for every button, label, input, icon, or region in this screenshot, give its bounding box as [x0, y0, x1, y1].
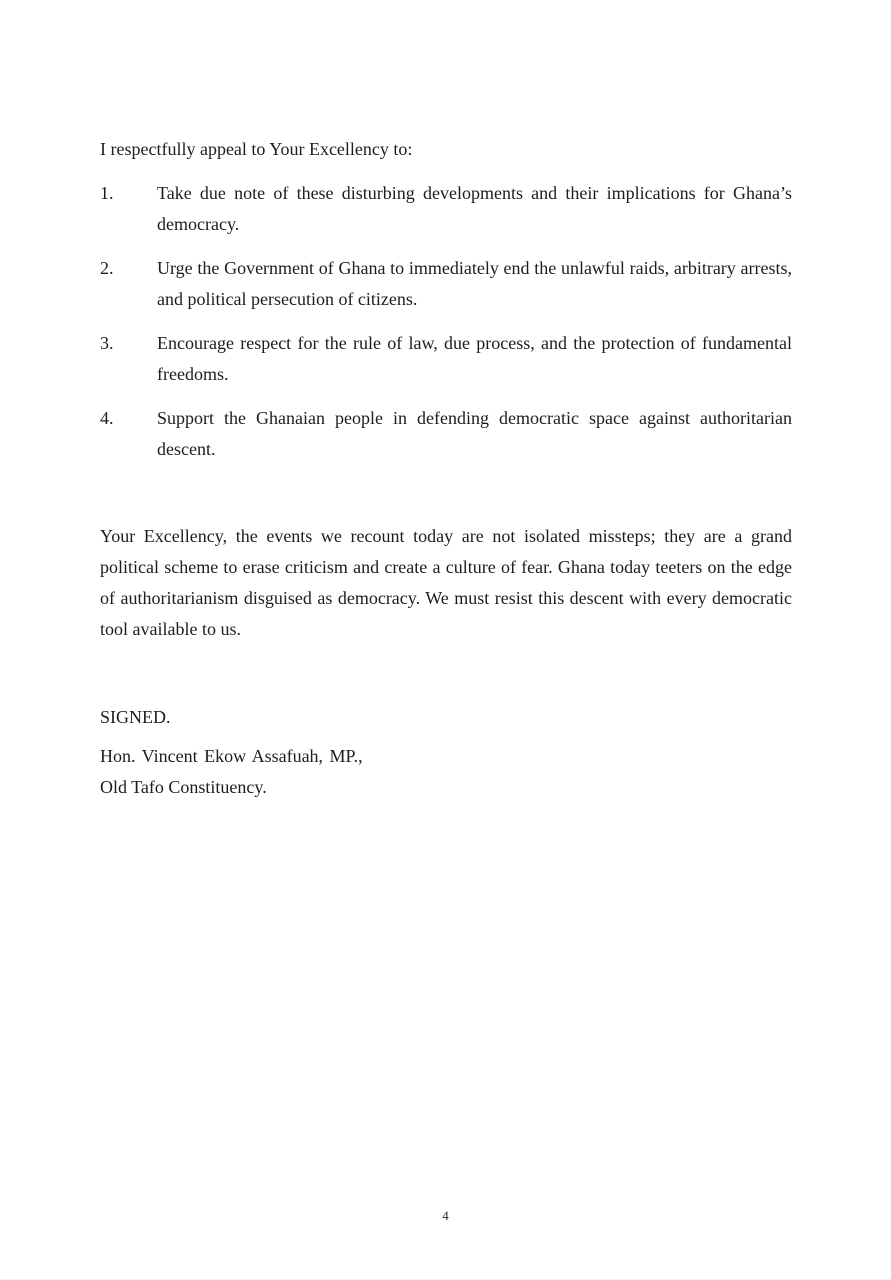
appeal-list-item-2	[100, 253, 792, 315]
appeal-item-number: 3.	[100, 333, 114, 353]
appeal-item-text: Support the Ghanaian people in defending democratic space against authoritarian descent.	[157, 408, 792, 459]
appeal-intro-paragraph: I respectfully appeal to Your Excellency to:	[100, 139, 413, 159]
appeal-item-text: Encourage respect for the rule of law, due process, and the protection of fundamental freedoms.	[157, 333, 792, 384]
appeal-list-item-4	[100, 403, 792, 465]
appeal-item-number: 1.	[100, 183, 114, 203]
appeal-list-item-1	[100, 178, 792, 240]
signatory-constituency: Old Tafo Constituency.	[100, 777, 267, 797]
appeal-item-text: Take due note of these disturbing developments and their implications for Ghana’s democracy.	[157, 183, 792, 234]
page-number: 4	[442, 1208, 449, 1223]
appeal-item-number: 2.	[100, 258, 114, 278]
appeal-item-text: Urge the Government of Ghana to immediately end the unlawful raids, arbitrary arrests, and political persecution of citizens.	[157, 258, 792, 309]
page-content	[100, 0, 792, 803]
appeal-item-number: 4.	[100, 408, 114, 428]
signatory-name: Hon. Vincent Ekow Assafuah, MP.,	[100, 746, 363, 766]
signed-label: SIGNED.	[100, 707, 171, 727]
appeal-list-item-3	[100, 328, 792, 390]
closing-paragraph: Your Excellency, the events we recount today are not isolated missteps; they are a grand political scheme to erase criticism and create a culture of fear. Ghana today teeters on the edge of authoritarianism disguised as democracy. We must resist this descent with every democratic tool available to us.	[100, 526, 792, 639]
